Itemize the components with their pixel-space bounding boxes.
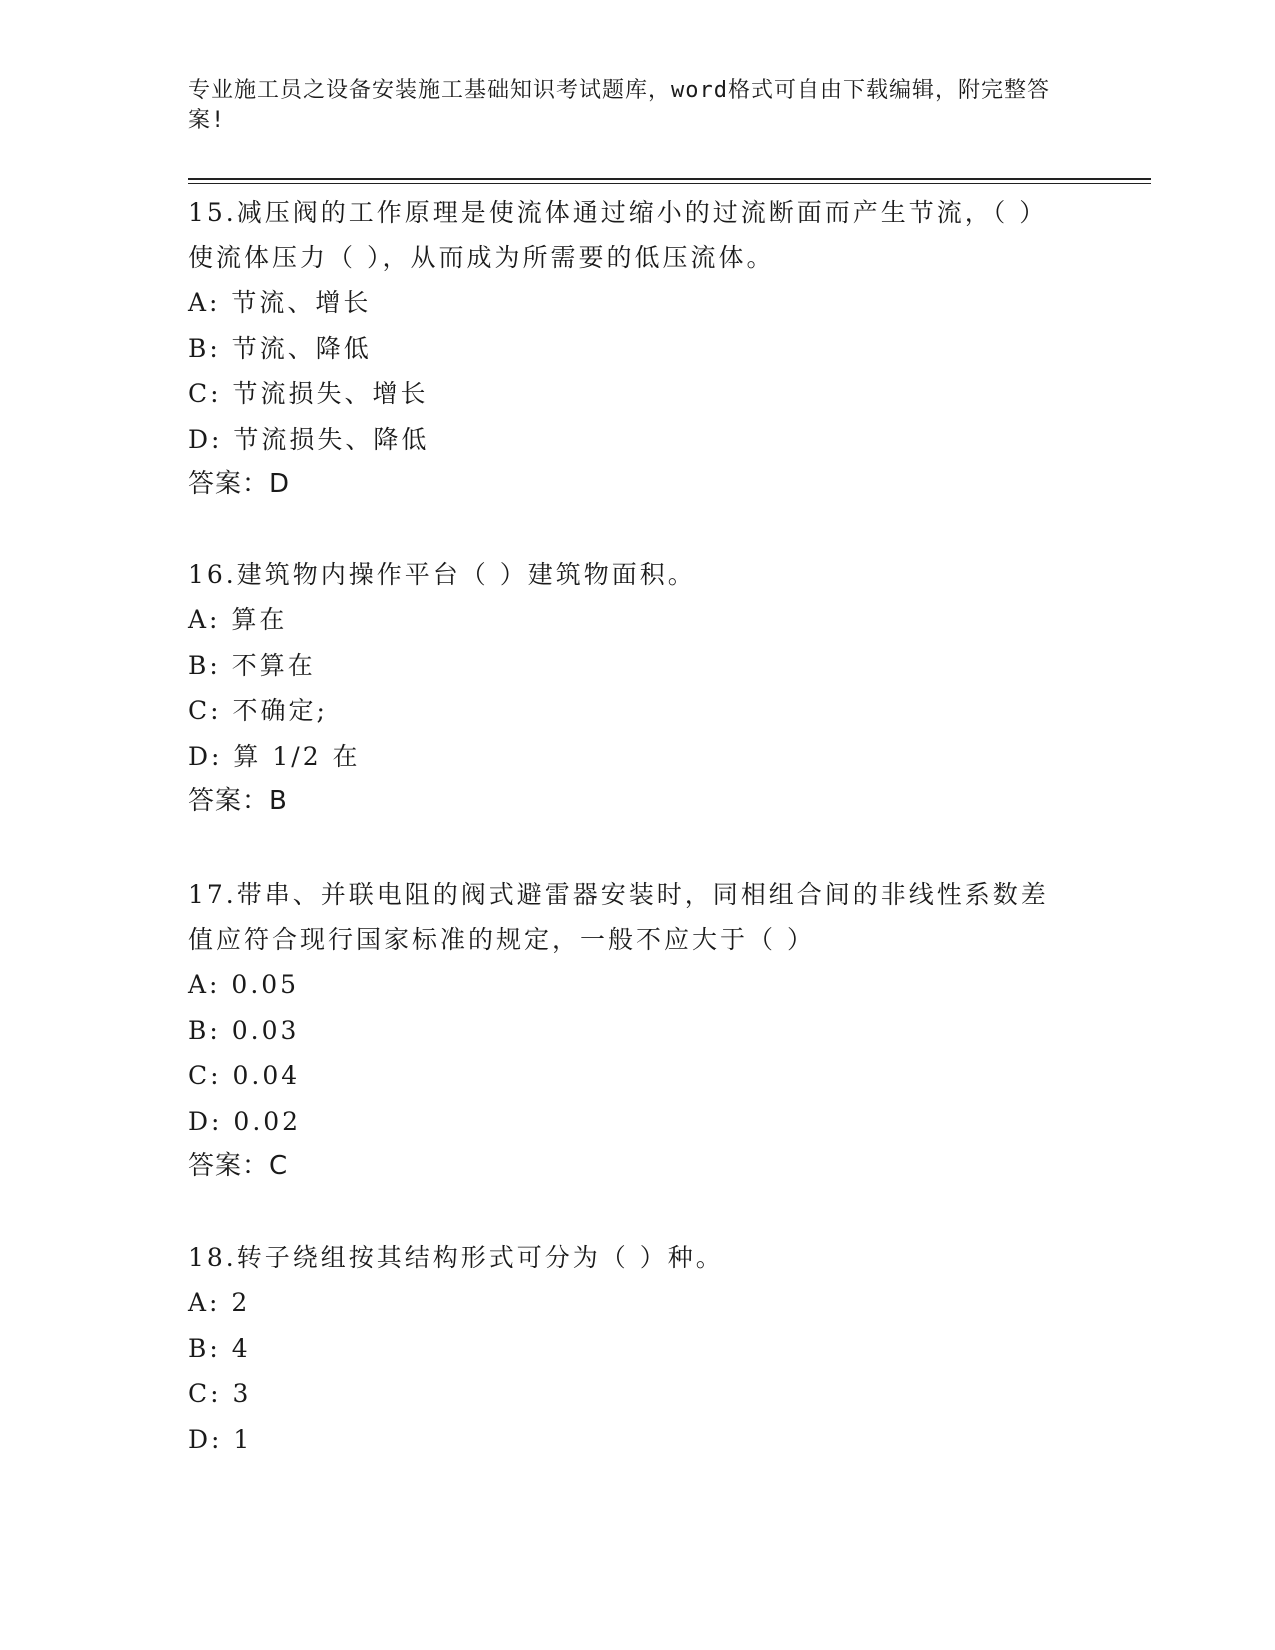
question-17 — [188, 872, 1088, 1189]
document-header: 专业施工员之设备安装施工基础知识考试题库，word格式可自由下载编辑，附完整答案! — [188, 78, 1050, 133]
answer-label: 答案：C — [188, 1151, 289, 1181]
option-c: C: 节流损失、增长 — [188, 379, 429, 408]
option-c: C: 0.04 — [188, 1061, 301, 1090]
question-text: 17.带串、并联电阻的阀式避雷器安装时，同相组合间的非线性系数差值应符合现行国家标准的规定，一般不应大于（ ） — [188, 880, 1049, 954]
question-15 — [188, 190, 1088, 507]
question-16 — [188, 552, 1088, 824]
option-list — [188, 1280, 1088, 1462]
option-b: B: 不算在 — [188, 650, 316, 680]
option-b: B: 节流、降低 — [188, 333, 372, 363]
option-c: C: 不确定; — [188, 696, 328, 725]
option-list — [188, 597, 1088, 779]
option-d: D: 1 — [188, 1424, 253, 1454]
option-d: D: 算 1/2 在 — [188, 741, 361, 771]
question-18 — [188, 1235, 1088, 1462]
option-d: D: 0.02 — [188, 1106, 302, 1136]
question-text: 15.减压阀的工作原理是使流体通过缩小的过流断面而产生节流，（ ）使流体压力（ ），从而成为所需要的低压流体。 — [188, 198, 1048, 272]
option-d: D: 节流损失、降低 — [188, 424, 430, 454]
option-c: C: 3 — [188, 1379, 252, 1408]
option-list — [188, 280, 1088, 462]
header-divider-top — [188, 178, 1151, 180]
option-a: A: 2 — [188, 1288, 251, 1317]
question-text: 18.转子绕组按其结构形式可分为（ ）种。 — [188, 1243, 724, 1272]
question-text: 16.建筑物内操作平台（ ）建筑物面积。 — [188, 560, 696, 589]
option-a: A: 0.05 — [188, 970, 300, 999]
option-a: A: 节流、增长 — [188, 288, 372, 317]
answer-label: 答案：B — [188, 786, 288, 816]
option-b: B: 0.03 — [188, 1015, 300, 1045]
answer-label: 答案：D — [188, 469, 291, 499]
option-b: B: 4 — [188, 1333, 251, 1363]
header-divider-bottom — [188, 183, 1151, 184]
option-list — [188, 962, 1088, 1144]
option-a: A: 算在 — [188, 605, 288, 634]
